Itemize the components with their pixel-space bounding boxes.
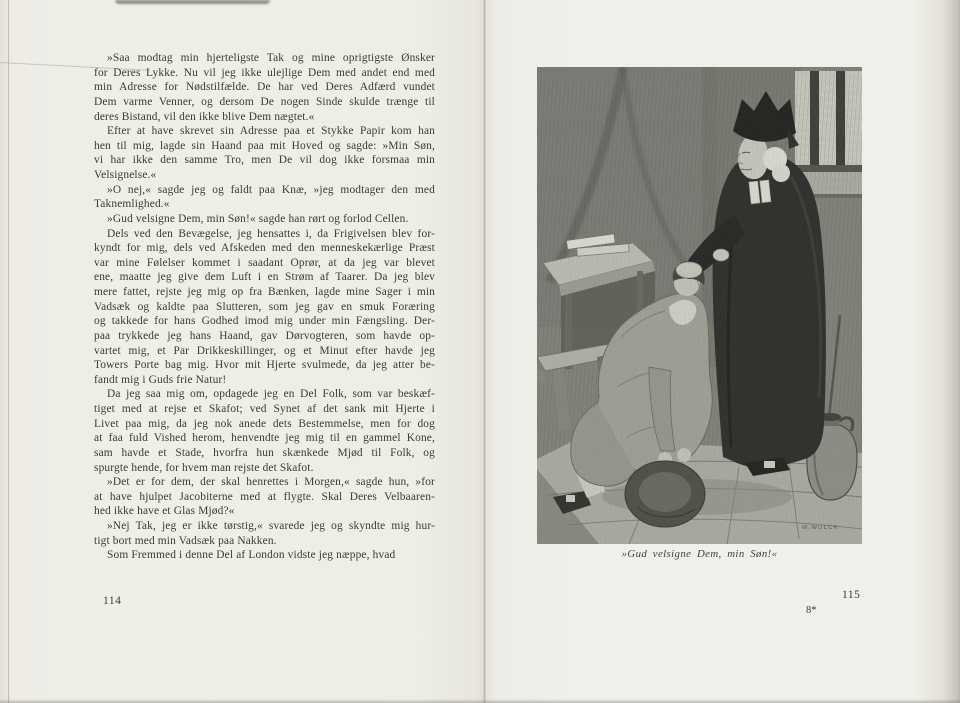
text-line: Efter at have skrevet sin Adresse paa et Stykke Papir kom han <box>107 125 435 138</box>
paragraph <box>94 124 435 183</box>
printers-signature-mark: 8* <box>806 605 817 616</box>
paragraph <box>94 387 435 475</box>
paragraph <box>94 212 435 227</box>
text-line: deres Bistand, vil den ikke blive Dem nægtet.« <box>94 110 315 123</box>
text-line: vartet mig, et Par Drikkeskillinger, og et Minut efter havde jeg <box>94 344 435 357</box>
paragraph <box>94 183 435 212</box>
text-line: »O nej,« sagde jeg og faldt paa Knæ, »jeg modtager den med <box>107 183 435 196</box>
text-line: Som Fremmed i denne Del af London vidste jeg næppe, hvad <box>107 549 396 562</box>
text-line: Towers Porte bag mig. Hvor mit Hjerte svulmede, da jeg atter be- <box>94 359 435 372</box>
text-line: at have hjulpet Jacobiterne med at flygte. Skal Deres Velbaaren- <box>94 490 435 503</box>
text-line: tiget med at rejse et Skafot; ved Synet af det sank mit Hjerte i <box>94 403 435 415</box>
paragraph <box>94 475 435 519</box>
page-number-left: 114 <box>103 595 122 607</box>
text-line: spurgte hende, for hvem man rejste det Skafot. <box>94 461 314 474</box>
text-line: Dels ved den Bevægelse, jeg hensattes i, da Frigivelsen blev for- <box>107 227 435 240</box>
text-line: Livet paa mig, da jeg nok anede dets Bestemmelse, men for dog <box>94 417 435 430</box>
text-line: at faa fuld Vished herom, henvendte jeg mig til en gammel Kone, <box>94 432 435 445</box>
text-line: Vadsæk og kaldte paa Slutteren, som jeg gav en smuk Foræring <box>94 300 435 313</box>
page-edge-left <box>8 0 9 703</box>
text-line: kyndt for mig, dels ved Afskeden med den menneskekærlige Præst <box>94 242 435 255</box>
text-line: Velsignelse.« <box>94 169 157 181</box>
page-number-right: 115 <box>842 589 861 601</box>
text-line: fandt mig i Guds frie Natur! <box>94 373 227 386</box>
text-line: og takkede for hans Godhed imod mig under min Fængsling. Der- <box>94 315 435 328</box>
text-line: hen til mig, lagde sin Haand paa mit Hoved og sagde: »Min Søn, <box>94 139 435 152</box>
book-gutter <box>483 0 486 703</box>
photo-edge-smudge <box>115 0 270 4</box>
text-line: hed ikke have et Glas Mjød?« <box>94 505 235 518</box>
text-line: Da jeg saa mig om, opdagede jeg en Del Folk, som var beskæf- <box>107 388 435 401</box>
photo-edge-bottom <box>0 699 960 703</box>
paragraph <box>94 51 435 124</box>
text-line: tigt bort med min Vadsæk paa Nakken. <box>94 534 277 547</box>
text-line: Dem varme Venner, og dersom De nogen Sinde skulde trænge til <box>94 95 435 108</box>
text-line: min Adresse for Nødstilfælde. De har ved Deres Adfærd vundet <box>94 81 435 94</box>
paragraph <box>94 548 435 563</box>
text-line: »Gud velsigne Dem, min Søn!« sagde han rørt og forlod Cellen. <box>107 212 409 225</box>
text-line: sam havde et Stade, hvorfra hun skænkede Mjød til Folk, og <box>94 446 435 459</box>
text-line: vi har ikke den samme Tro, men De vil dog ikke forsmaa min <box>94 154 435 167</box>
text-line: mere fattet, rejste jeg mig op fra Bænken, lagde mine Sager i min <box>94 286 435 298</box>
illustration-blessing-scene <box>537 67 862 544</box>
text-line: »Det er for dem, der skal henrettes i Morgen,« sagde hun, »for <box>107 476 435 489</box>
text-line: for Deres Lykke. Nu vil jeg ikke ulejlige Dem med andet end med <box>94 66 435 79</box>
text-line: var mine Følelser kommet i saadant Oprør, at da jeg var blevet <box>94 256 435 269</box>
text-line: Taknemlighed.« <box>94 198 170 211</box>
paragraph <box>94 519 435 548</box>
illustration-caption: »Gud velsigne Dem, min Søn!« <box>621 548 778 560</box>
text-line: paa trykkede jeg hans Haand, gav Dørvogteren, som havde op- <box>94 329 435 342</box>
text-line: »Nej Tak, jeg er ikke tørstig,« svarede jeg og skyndte mig hur- <box>107 520 435 532</box>
paragraph <box>94 227 435 388</box>
text-line: »Saa modtag min hjerteligste Tak og mine oprigtigste Ønsker <box>107 52 435 64</box>
text-line: ene, maatte jeg give dem Luft i en Strøm af Taarer. Da jeg blev <box>94 271 435 284</box>
body-text <box>94 51 435 563</box>
